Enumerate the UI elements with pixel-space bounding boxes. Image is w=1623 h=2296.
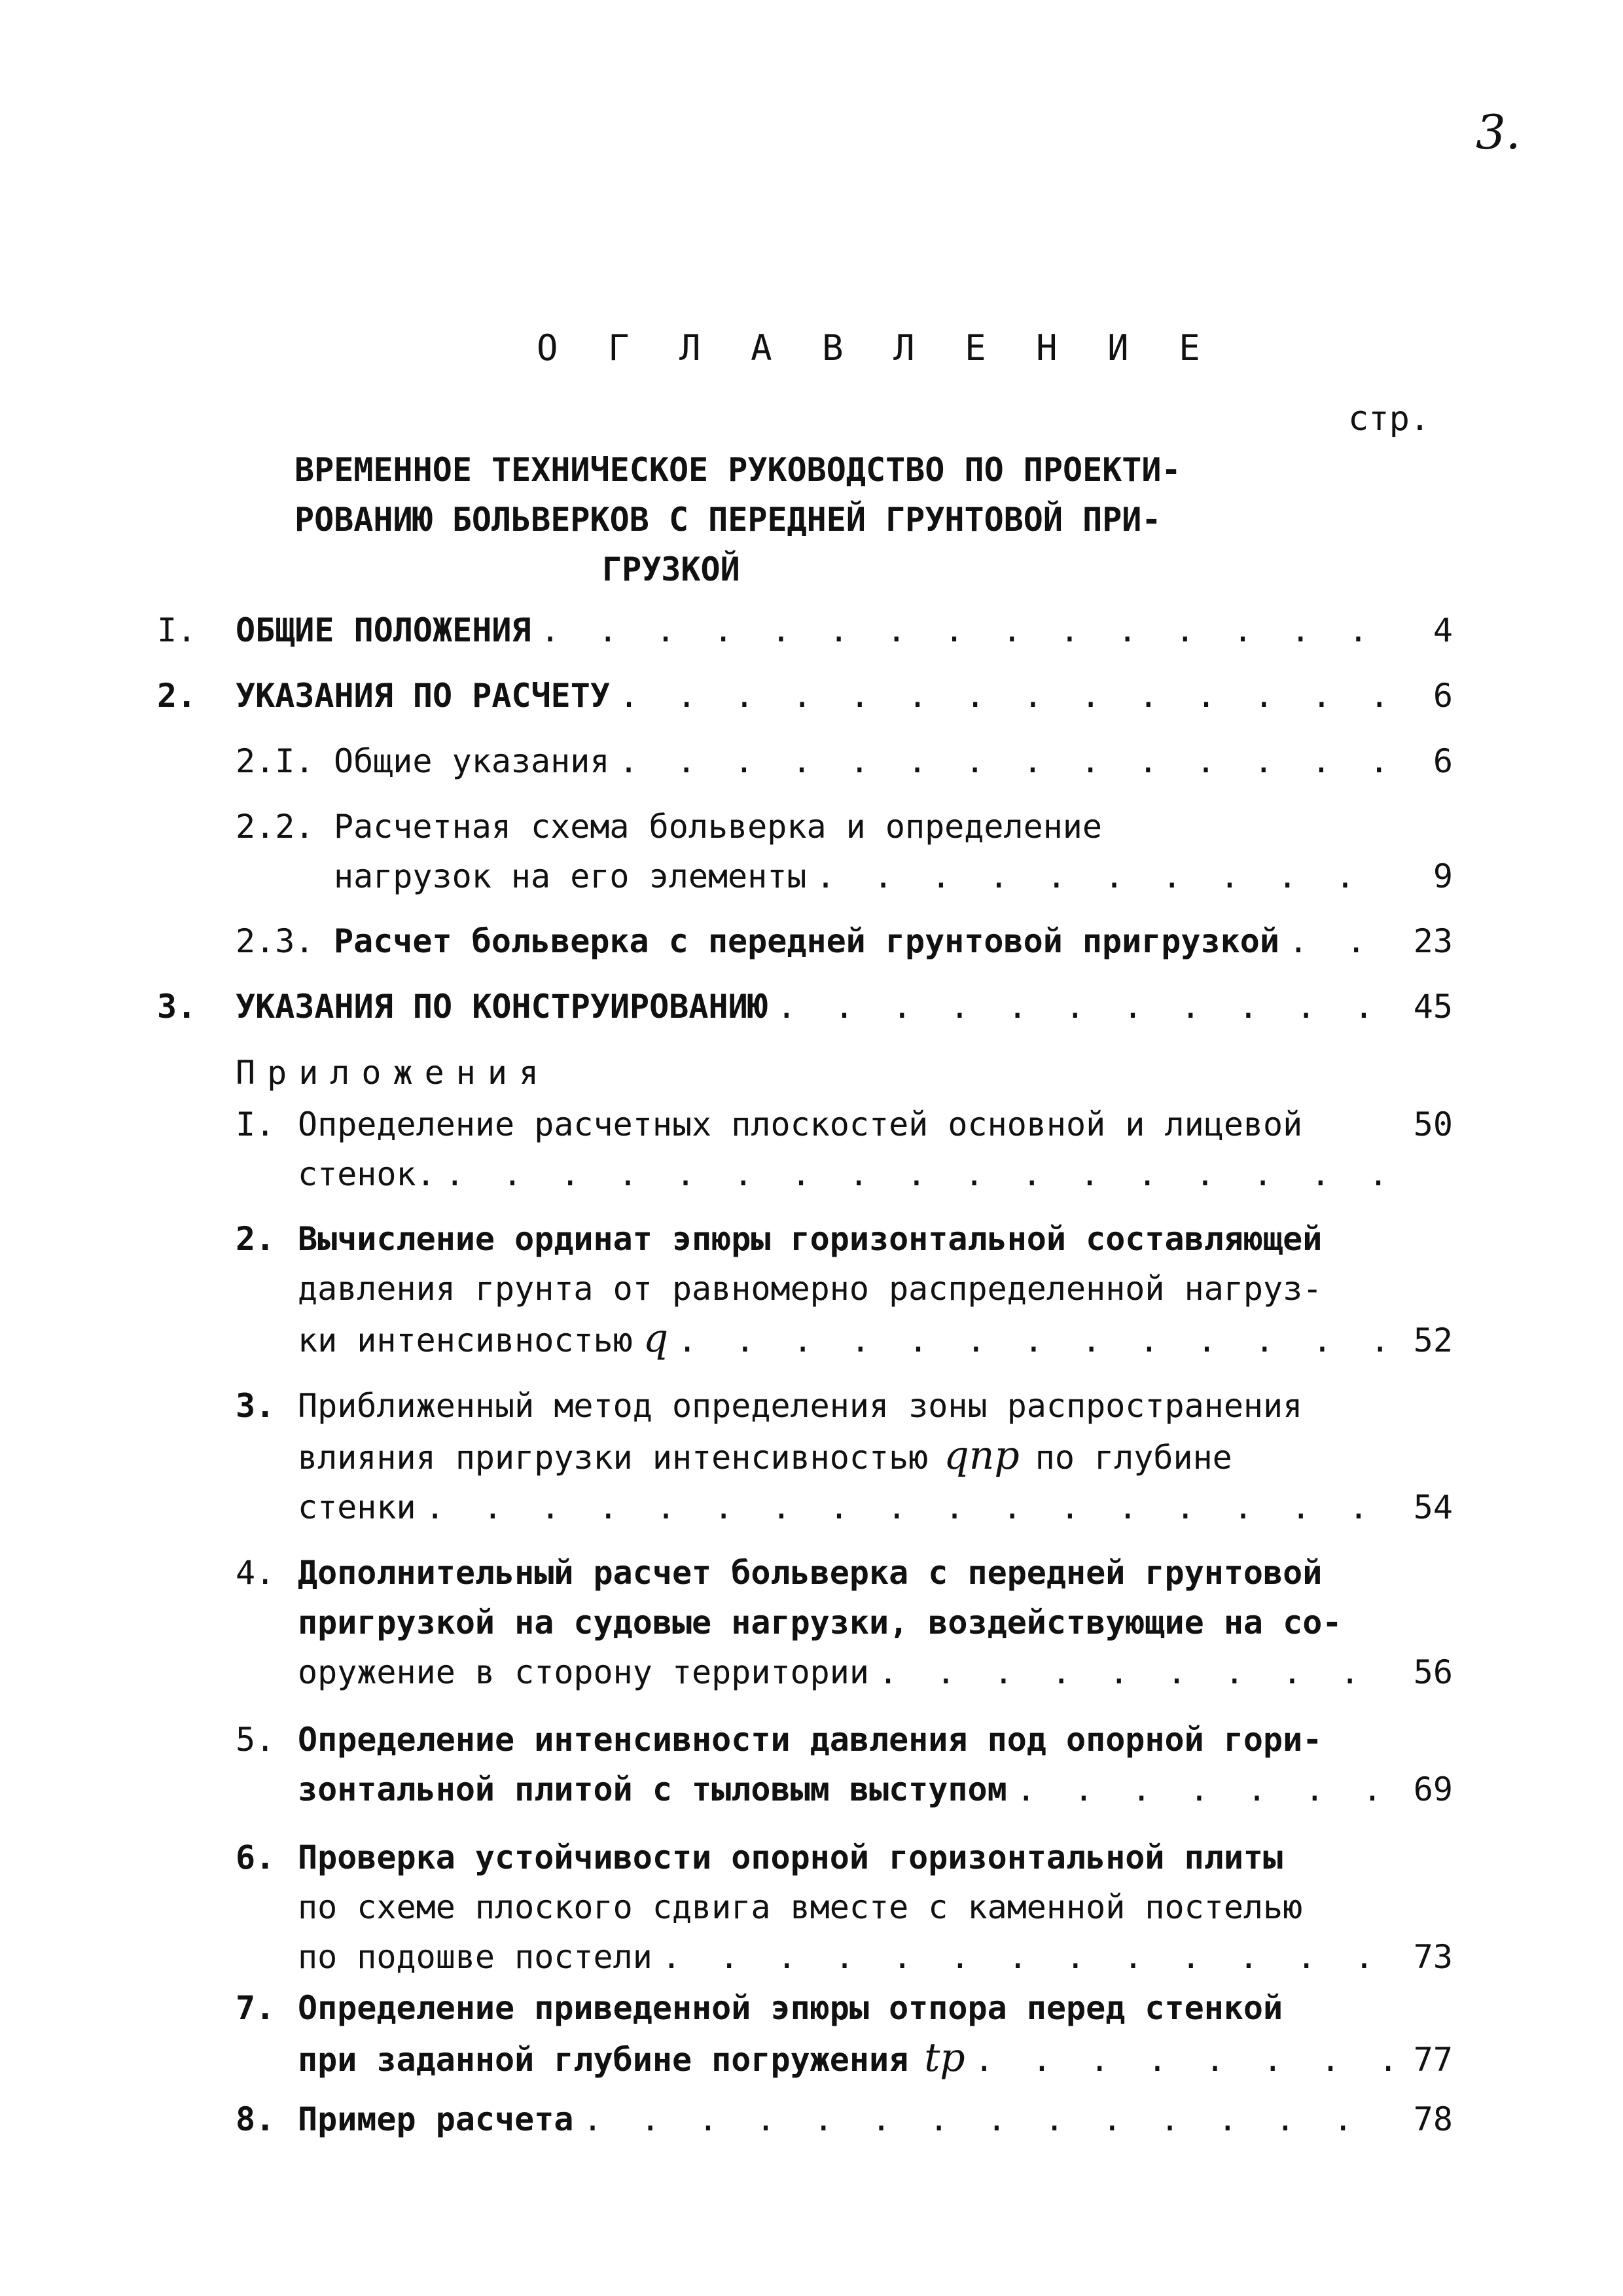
leader-dots <box>1016 1765 1394 1814</box>
leader-dots <box>974 2035 1394 2085</box>
document-title-line: ВРЕМЕННОЕ ТЕХНИЧЕСКОЕ РУКОВОДСТВО ПО ПРОЕКТИ- <box>294 451 1181 489</box>
leader-dots <box>777 982 1394 1031</box>
entry-text: стенок. <box>298 1155 436 1193</box>
entry-page: 52 <box>1413 1321 1453 1359</box>
document-title <box>294 445 1224 594</box>
entry-number: 2.I. <box>236 742 315 780</box>
entry-text: при заданной глубине погружения <box>298 2041 909 2079</box>
entry-text: по подошве постели <box>298 1938 652 1976</box>
entry-number: I. <box>236 1105 276 1143</box>
handwritten-symbol: q <box>643 1316 669 1361</box>
leader-dots <box>677 1316 1394 1365</box>
entry-page: 73 <box>1413 1938 1453 1976</box>
appendix-entry <box>236 1214 1453 1365</box>
appendix-entry <box>236 1983 1453 2085</box>
entry-number: 2. <box>236 1220 276 1258</box>
leader-dots <box>619 671 1394 721</box>
entry-text: Приближенный метод определения зоны распространения <box>298 1387 1303 1425</box>
entry-number: 3. <box>157 988 197 1026</box>
entry-text: оружение в сторону территории <box>298 1653 869 1691</box>
document-title-line: ГРУЗКОЙ <box>602 550 740 588</box>
entry-page: 45 <box>1413 988 1453 1026</box>
entry-number: 3. <box>236 1387 276 1425</box>
leader-dots <box>425 1482 1394 1532</box>
entry-text: ОБЩИЕ ПОЛОЖЕНИЯ <box>236 611 531 649</box>
page-column-label: стр. <box>1348 399 1431 439</box>
entry-number: I. <box>157 611 197 649</box>
entry-page: 69 <box>1413 1770 1453 1808</box>
entry-page: 4 <box>1433 611 1453 649</box>
entry-text: Общие указания <box>334 742 610 780</box>
entry-text: влияния пригрузки интенсивностью <box>298 1439 929 1477</box>
appendix-heading: Приложения <box>236 1054 551 1092</box>
toc-entry <box>157 982 1453 1031</box>
entry-text: зонтальной плитой с тыловым выступом <box>298 1770 1007 1808</box>
leader-dots <box>662 1932 1394 1982</box>
entry-text: стенки <box>298 1488 416 1526</box>
entry-text: УКАЗАНИЯ ПО РАСЧЕТУ <box>236 677 610 715</box>
entry-text: Пример расчета <box>298 2100 574 2138</box>
entry-number: 2.3. <box>236 922 315 960</box>
appendix-entry <box>236 2094 1453 2144</box>
entry-text: Расчет больверка с передней грунтовой пригрузкой <box>334 922 1279 960</box>
entry-number: 8. <box>236 2100 276 2138</box>
entry-text: Определение приведенной эпюры отпора перед стенкой <box>298 1989 1283 2027</box>
entry-number: 2.2. <box>236 808 315 846</box>
entry-text: Вычисление ординат эпюры горизонтальной составляющей <box>298 1220 1323 1258</box>
toc-entry <box>157 605 1453 655</box>
entry-text: Проверка устойчивости опорной горизонтальной плиты <box>298 1839 1283 1876</box>
entry-page: 54 <box>1413 1488 1453 1526</box>
entry-text: Расчетная схема больверка и определение <box>334 808 1102 846</box>
toc-entry <box>236 916 1453 966</box>
entry-text: УКАЗАНИЯ ПО КОНСТРУИРОВАНИЮ <box>236 988 768 1026</box>
entry-number: 5. <box>236 1721 276 1759</box>
leader-dots <box>445 1149 1394 1199</box>
leader-dots <box>582 2094 1394 2144</box>
entry-number: 7. <box>236 1989 276 2027</box>
entry-number: 2. <box>157 677 197 715</box>
appendix-entry <box>236 1715 1453 1814</box>
entry-number: 6. <box>236 1839 276 1876</box>
handwritten-symbol: tр <box>924 2035 965 2081</box>
entry-text: Дополнительный расчет больверка с передней грунтовой <box>298 1554 1323 1592</box>
entry-text: по схеме плоского сдвига вместе с каменной постелью <box>298 1888 1303 1926</box>
document-title-line: РОВАНИЮ БОЛЬВЕРКОВ С ПЕРЕДНЕЙ ГРУНТОВОЙ ПРИ- <box>294 501 1162 539</box>
leader-dots <box>618 736 1394 786</box>
entry-page: 77 <box>1413 2041 1453 2079</box>
entry-page: 23 <box>1413 922 1453 960</box>
entry-page: 9 <box>1433 857 1453 895</box>
appendix-entry <box>236 1548 1453 1697</box>
entry-page: 50 <box>1413 1105 1453 1143</box>
leader-dots <box>541 605 1394 655</box>
entry-text: ки интенсивностью <box>298 1321 633 1359</box>
entry-page: 56 <box>1413 1653 1453 1691</box>
entry-text: нагрузок на его элементы <box>334 857 807 895</box>
leader-dots <box>1289 916 1394 966</box>
appendix-entry <box>236 1381 1453 1532</box>
leader-dots <box>815 852 1394 901</box>
handwritten-symbol: qпр <box>944 1433 1020 1479</box>
entry-page: 6 <box>1433 677 1453 715</box>
entry-number: 4. <box>236 1554 276 1592</box>
page-number: 3. <box>1476 105 1521 160</box>
toc-title: О Г Л А В Л Е Н И Е <box>537 327 1215 368</box>
leader-dots <box>878 1647 1394 1697</box>
entry-text: Определение интенсивности давления под опорной гори- <box>298 1721 1323 1759</box>
entry-page: 6 <box>1433 742 1453 780</box>
entry-text: Определение расчетных плоскостей основной и лицевой <box>298 1105 1303 1143</box>
toc-entry <box>236 736 1453 786</box>
entry-text: по глубине <box>1035 1439 1232 1477</box>
entry-page: 78 <box>1413 2100 1453 2138</box>
entry-text: пригрузкой на судовые нагрузки, воздействующие на со- <box>298 1604 1342 1641</box>
appendix-entry <box>236 1833 1453 1982</box>
toc-entry <box>236 802 1453 901</box>
entry-text: давления грунта от равномерно распределенной нагруз- <box>298 1270 1323 1308</box>
toc-entry <box>157 671 1453 721</box>
appendix-entry <box>236 1100 1453 1199</box>
